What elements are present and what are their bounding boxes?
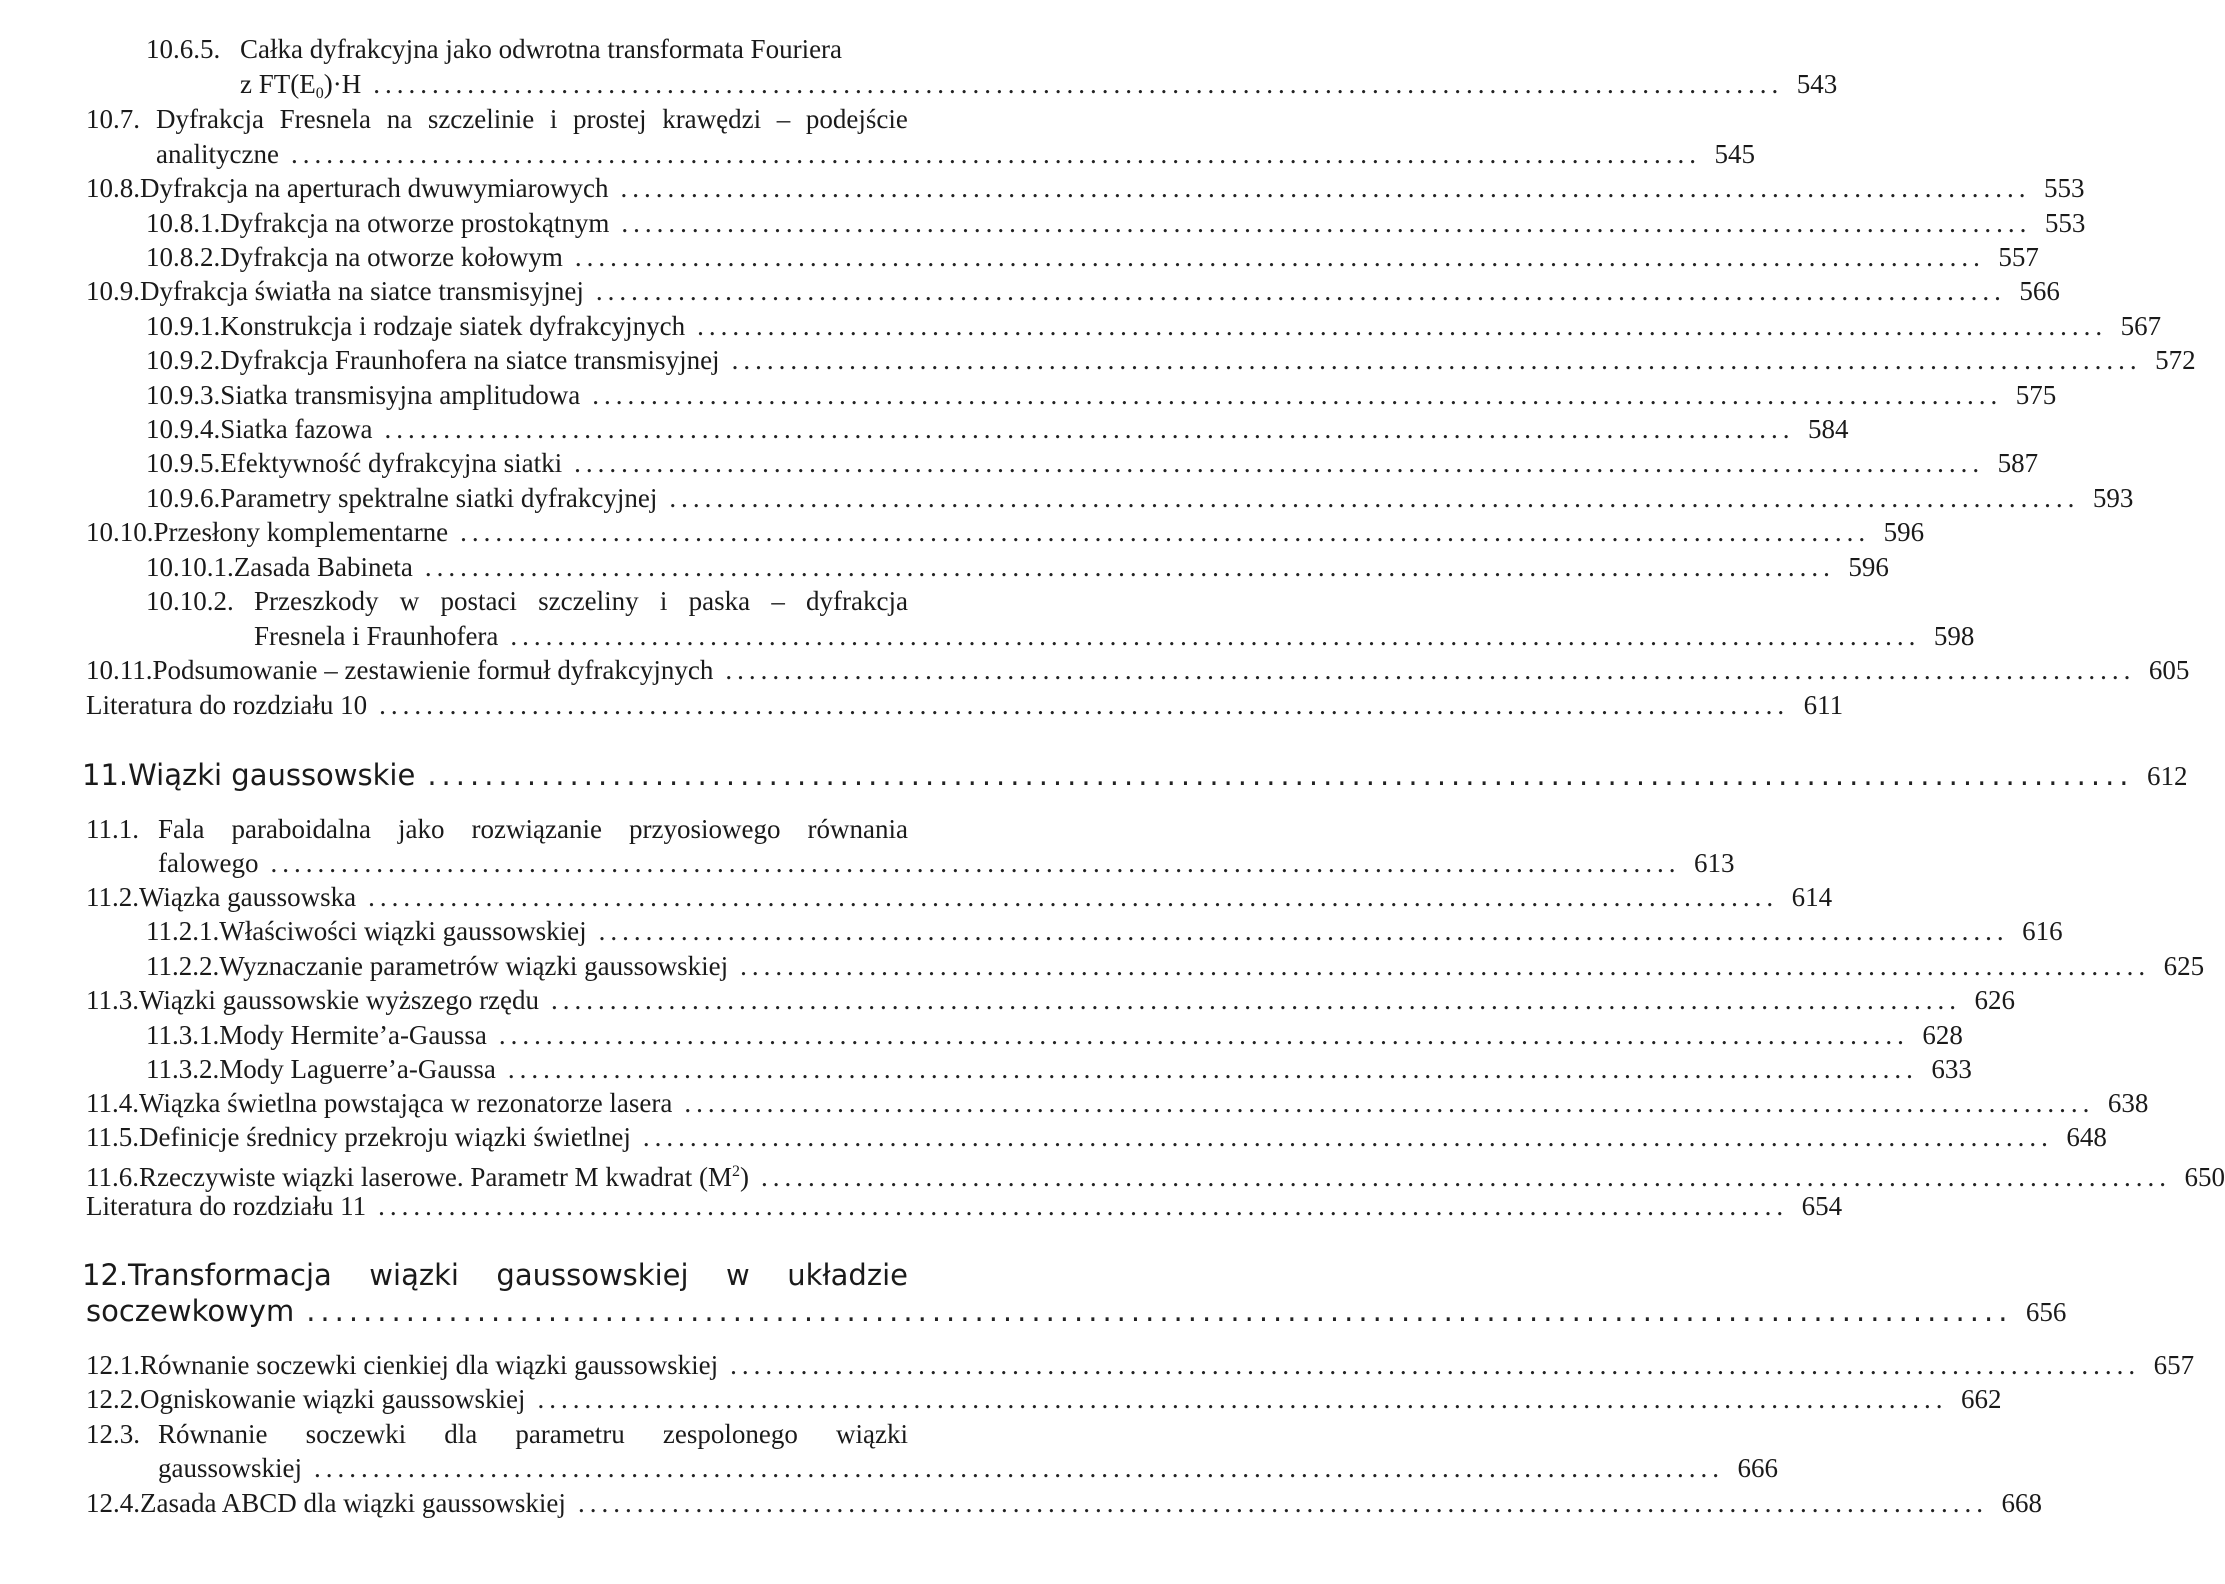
dot-leader: ........................................................................................................................	[697, 311, 2108, 341]
chapter-title-continued: soczewkowym	[86, 1294, 295, 1328]
entry-number: 10.9.1.	[146, 311, 221, 341]
dot-leader: ........................................................................................................................	[620, 173, 2031, 203]
page-number: 545	[1714, 139, 1755, 169]
page-number: 584	[1807, 414, 1849, 444]
entry-number: 12.1.	[86, 1350, 140, 1380]
entry-number: 10.9.4.	[146, 414, 221, 444]
dot-leader: ........................................................................................................................	[498, 1020, 1909, 1050]
entry-number: 10.6.5.	[146, 34, 221, 64]
dot-leader: ........................................................................................................................	[669, 483, 2080, 513]
entry-number: 12.2.	[86, 1384, 140, 1414]
entry-title-continued: analityczne	[156, 139, 279, 169]
entry-number: 10.10.1.	[146, 552, 234, 582]
page-number: 596	[1883, 517, 1925, 547]
entry-number: 10.7.	[86, 104, 140, 134]
page-number: 628	[1922, 1020, 1963, 1050]
page-number: 575	[2015, 380, 2057, 410]
entry-title-continued: gaussowskiej	[158, 1453, 302, 1483]
entry-number: 10.8.2.	[146, 242, 221, 272]
dot-leader: ........................................................................................................................	[621, 208, 2032, 238]
entry-number: 11.2.1.	[146, 916, 220, 946]
page-number: 543	[1796, 69, 1838, 99]
entry-title: Wiązki gaussowskie wyższego rzędu	[139, 985, 540, 1015]
entry-title-continued: falowego	[158, 848, 259, 878]
entry-title: Siatka transmisyjna amplitudowa	[220, 380, 581, 410]
entry-number: 11.2.	[86, 882, 139, 912]
page-number: 625	[2163, 951, 2205, 981]
entry-number: 12.4.	[86, 1488, 140, 1518]
entry-title: Dyfrakcja na aperturach dwuwymiarowych	[140, 173, 609, 203]
dot-leader: ........................................................................................................................	[731, 345, 2142, 375]
entry-title: Równanie soczewki cienkiej dla wiązki gaussowskiej	[140, 1350, 719, 1380]
page-number: 613	[1693, 848, 1735, 878]
dot-leader: ........................................................................................................................	[368, 882, 1779, 912]
entry-title: Dyfrakcja światła na siatce transmisyjnej	[140, 276, 584, 306]
dot-leader: ........................................................................................................................	[270, 848, 1681, 878]
entry-number: 12.3.	[86, 1419, 140, 1449]
page-number: 566	[2019, 276, 2060, 306]
dot-leader: ........................................................................................................................	[460, 517, 1871, 547]
entry-number: 11.3.	[86, 985, 139, 1015]
entry-title: Całka dyfrakcyjna jako odwrotna transformata Fouriera	[240, 34, 843, 64]
page-number: 662	[1960, 1384, 2002, 1414]
dot-leader: ........................................................................................................................	[684, 1088, 2095, 1118]
chapter-title: Wiązki gaussowskie	[128, 758, 416, 792]
dot-leader: ........................................................................................................................	[574, 242, 1985, 272]
page-number: 666	[1737, 1453, 1778, 1483]
entry-number: 11.4.	[86, 1088, 139, 1118]
entry-number: 10.9.3.	[146, 380, 221, 410]
entry-title: Literatura do rozdziału 10	[86, 690, 368, 720]
page-number: 557	[1998, 242, 2039, 272]
entry-title: Konstrukcja i rodzaje siatek dyfrakcyjnych	[220, 311, 686, 341]
entry-number: 10.10.	[86, 517, 154, 547]
page-number: 567	[2120, 311, 2162, 341]
dot-leader: ........................................................................................................................	[379, 690, 1790, 720]
entry-number: 11.3.2.	[146, 1054, 220, 1084]
dot-leader: ........................................................................................................................	[725, 655, 2136, 685]
dot-leader: ........................................................................................................................	[290, 139, 1701, 169]
page-number: 638	[2107, 1088, 2149, 1118]
dot-leader: ........................................................................................................................	[314, 1453, 1724, 1483]
entry-title: Definicje średnicy przekroju wiązki świetlnej	[139, 1122, 631, 1152]
entry-title: Dyfrakcja Fraunhofera na siatce transmisyjnej	[220, 345, 720, 375]
entry-number: 10.9.6.	[146, 483, 221, 513]
page-number: 593	[2092, 483, 2134, 513]
entry-title: Przeszkody w postaci szczeliny i paska – dyfrakcja	[254, 586, 908, 616]
entry-number: 10.9.2.	[146, 345, 221, 375]
entry-number: 10.10.2.	[146, 586, 234, 616]
page-number: 587	[1997, 448, 2039, 478]
dot-leader: ........................................................................................................................	[306, 1294, 2013, 1328]
entry-title: Przesłony komplementarne	[153, 517, 449, 547]
entry-title: Dyfrakcja na otworze kołowym	[220, 242, 563, 272]
dot-leader: ........................................................................................................................	[592, 380, 2003, 410]
entry-title: Rzeczywiste wiązki laserowe. Parametr M kwadrat $(M^2)$	[139, 1162, 750, 1192]
entry-number: 11.1.	[86, 814, 139, 844]
entry-title: Równanie soczewki dla parametru zespolonego wiązki	[158, 1419, 908, 1449]
entry-title: Wyznaczanie parametrów wiązki gaussowskiej	[219, 951, 729, 981]
entry-number: 10.9.	[86, 276, 140, 306]
page-number: 612	[2147, 761, 2188, 791]
entry-title: Efektywność dyfrakcyjna siatki	[220, 448, 563, 478]
dot-leader: ........................................................................................................................	[642, 1122, 2053, 1152]
page-number: 616	[2022, 916, 2063, 946]
entry-title: Fala paraboidalna jako rozwiązanie przyosiowego równania	[158, 814, 908, 844]
entry-title: Mody Laguerre’a-Gaussa	[219, 1054, 496, 1084]
dot-leader: ........................................................................................................................	[427, 758, 2134, 792]
entry-title: Podsumowanie – zestawienie formuł dyfrakcyjnych	[152, 655, 714, 685]
dot-leader: ........................................................................................................................	[577, 1488, 1988, 1518]
page-number: 633	[1931, 1054, 1972, 1084]
dot-leader: ........................................................................................................................	[598, 916, 2009, 946]
page-number: 605	[2148, 655, 2190, 685]
entry-number: 10.8.	[86, 173, 140, 203]
entry-title: Siatka fazowa	[220, 414, 373, 444]
dot-leader: ........................................................................................................................	[507, 1054, 1918, 1084]
entry-number: 11.3.1.	[146, 1020, 220, 1050]
entry-title-continued: Fresnela i Fraunhofera	[254, 621, 499, 651]
entry-title: Dyfrakcja Fresnela na szczelinie i prostej krawędzi – podejście	[156, 104, 908, 134]
entry-number: 11.6.	[86, 1162, 139, 1192]
chapter-number: 12.	[82, 1258, 129, 1292]
page-number: 553	[2044, 173, 2085, 203]
entry-title: Właściwości wiązki gaussowskiej	[219, 916, 587, 946]
page-number: 626	[1974, 985, 2016, 1015]
dot-leader: ........................................................................................................................	[373, 69, 1784, 99]
entry-number: 11.5.	[86, 1122, 139, 1152]
chapter-title: Transformacja wiązki gaussowskiej w układzie	[128, 1258, 908, 1292]
page-number: 572	[2155, 345, 2196, 375]
page-number: 656	[2025, 1297, 2067, 1327]
dot-leader: ........................................................................................................................	[574, 448, 1985, 478]
dot-leader: ........................................................................................................................	[378, 1191, 1789, 1221]
entry-number: 10.9.5.	[146, 448, 221, 478]
page-number: 598	[1933, 621, 1975, 651]
entry-title-continued: z $FT(E_0)\cdot H$	[240, 69, 362, 102]
entry-title: Dyfrakcja na otworze prostokątnym	[220, 208, 610, 238]
page-number: 650	[2184, 1162, 2225, 1192]
dot-leader: ........................................................................................................................	[424, 552, 1835, 582]
page-number: 553	[2044, 208, 2086, 238]
entry-title: Wiązka świetlna powstająca w rezonatorze lasera	[139, 1088, 673, 1118]
entry-title: Literatura do rozdziału 11	[86, 1191, 367, 1221]
page-number: 648	[2066, 1122, 2107, 1152]
entry-title: Parametry spektralne siatki dyfrakcyjnej	[220, 483, 658, 513]
entry-number: 11.2.2.	[146, 951, 220, 981]
entry-number: 10.11.	[86, 655, 153, 685]
page-number: 654	[1801, 1191, 1843, 1221]
page-number: 668	[2001, 1488, 2042, 1518]
dot-leader: ........................................................................................................................	[537, 1384, 1948, 1414]
dot-leader: ........................................................................................................................	[761, 1162, 2172, 1192]
entry-title: Zasada Babineta	[233, 552, 413, 582]
entry-title: Zasada ABCD dla wiązki gaussowskiej	[140, 1488, 566, 1518]
entry-title: Ogniskowanie wiązki gaussowskiej	[140, 1384, 526, 1414]
entry-title: Wiązka gaussowska	[139, 882, 357, 912]
dot-leader: ........................................................................................................................	[551, 985, 1962, 1015]
entry-title: Mody Hermite’a-Gaussa	[219, 1020, 487, 1050]
entry-number: 10.8.1.	[146, 208, 221, 238]
page-number: 611	[1803, 690, 1844, 720]
page-number: 657	[2153, 1350, 2195, 1380]
dot-leader: ........................................................................................................................	[384, 414, 1795, 444]
dot-leader: ........................................................................................................................	[595, 276, 2006, 306]
page-number: 614	[1791, 882, 1833, 912]
chapter-number: 11.	[82, 758, 129, 792]
dot-leader: ........................................................................................................................	[730, 1350, 2141, 1380]
page-number: 596	[1848, 552, 1889, 582]
dot-leader: ........................................................................................................................	[510, 621, 1921, 651]
dot-leader: ........................................................................................................................	[740, 951, 2151, 981]
